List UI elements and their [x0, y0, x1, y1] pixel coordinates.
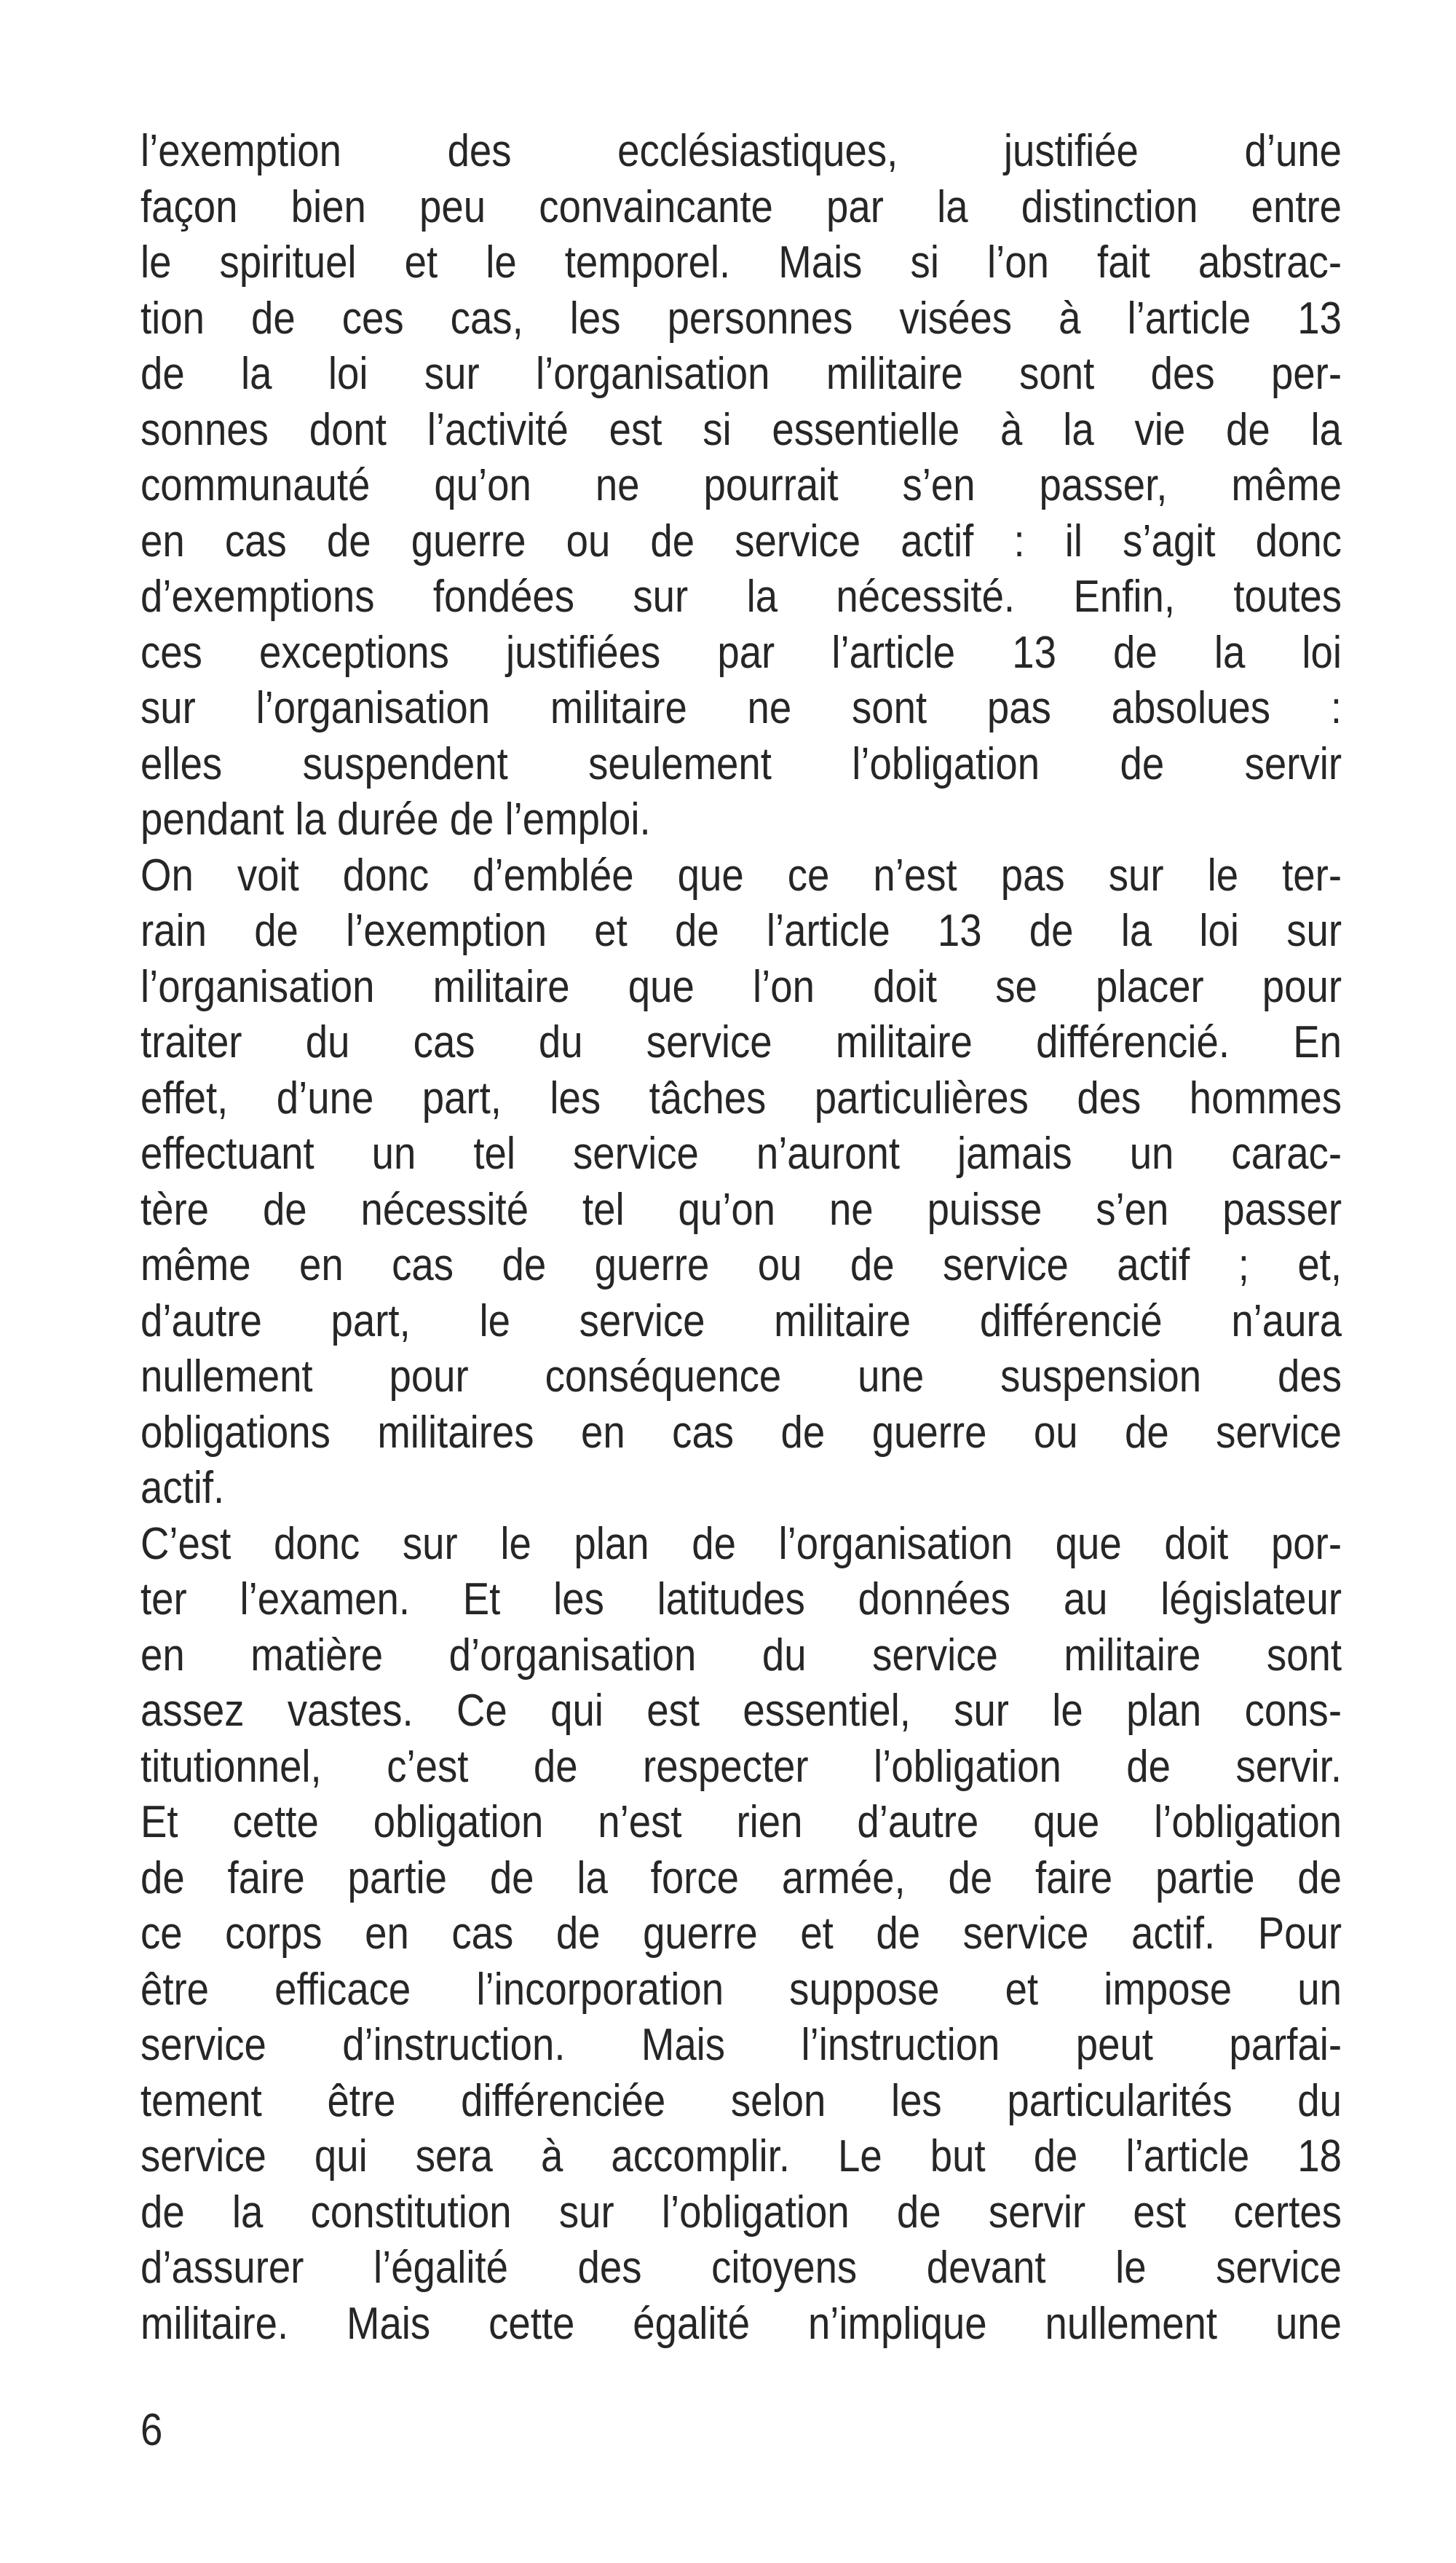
text-line: le spirituel et le temporel. Mais si l’on fait abstrac- [141, 237, 1342, 288]
text-line: l’organisation militaire que l’on doit se placer pour [141, 961, 1342, 1012]
paragraph-1 [141, 124, 1342, 848]
paragraph-3 [141, 1517, 1342, 2353]
text-line: effet, d’une part, les tâches particulières des hommes [141, 1073, 1342, 1123]
body-text [141, 124, 1342, 2352]
text-line: actif. [141, 1463, 225, 1513]
text-line: ce corps en cas de guerre et de service actif. Pour [141, 1908, 1342, 1959]
text-line: nullement pour conséquence une suspension des [141, 1351, 1342, 1402]
text-line: C’est donc sur le plan de l’organisation que doit por- [141, 1518, 1342, 1569]
text-line: sur l’organisation militaire ne sont pas absolues : [141, 683, 1342, 733]
text-line: obligations militaires en cas de guerre ou de service [141, 1407, 1342, 1458]
text-line: rain de l’exemption et de l’article 13 de la loi sur [141, 906, 1342, 956]
text-line: tère de nécessité tel qu’on ne puisse s’en passer [141, 1184, 1342, 1235]
text-line: d’exemptions fondées sur la nécessité. Enfin, toutes [141, 572, 1342, 622]
text-line: elles suspendent seulement l’obligation de servir [141, 738, 1342, 789]
text-line: ces exceptions justifiées par l’article 13 de la loi [141, 627, 1342, 678]
text-line: tement être différenciée selon les particularités du [141, 2075, 1342, 2126]
text-line: ter l’examen. Et les latitudes données au législateur [141, 1574, 1342, 1624]
paragraph-2 [141, 848, 1342, 1517]
text-line: sonnes dont l’activité est si essentielle à la vie de la [141, 404, 1342, 455]
text-line: en matière d’organisation du service militaire sont [141, 1630, 1342, 1681]
text-line: titutionnel, c’est de respecter l’obligation de servir. [141, 1741, 1342, 1792]
text-line: service d’instruction. Mais l’instruction peut parfai- [141, 2020, 1342, 2070]
text-line: tion de ces cas, les personnes visées à l’article 13 [141, 293, 1342, 344]
text-line: effectuant un tel service n’auront jamais un carac- [141, 1129, 1342, 1179]
text-line: l’exemption des ecclésiastiques, justifiée d’une [141, 126, 1342, 176]
text-line: en cas de guerre ou de service actif : il s’agit donc [141, 516, 1342, 566]
text-line: de faire partie de la force armée, de faire partie de [141, 1852, 1342, 1903]
text-line: de la constitution sur l’obligation de servir est certes [141, 2187, 1342, 2238]
text-line: service qui sera à accomplir. Le but de l’article 18 [141, 2131, 1342, 2181]
text-line: Et cette obligation n’est rien d’autre que l’obligation [141, 1797, 1342, 1847]
text-line: militaire. Mais cette égalité n’implique nullement une [141, 2298, 1342, 2349]
text-line: communauté qu’on ne pourrait s’en passer, même [141, 460, 1342, 510]
text-line: d’assurer l’égalité des citoyens devant le service [141, 2243, 1342, 2293]
text-line: façon bien peu convaincante par la distinction entre [141, 181, 1342, 232]
text-line: même en cas de guerre ou de service actif ; et, [141, 1240, 1342, 1290]
text-line: pendant la durée de l’emploi. [141, 794, 651, 845]
text-line: On voit donc d’emblée que ce n’est pas sur le ter- [141, 850, 1342, 901]
text-line: assez vastes. Ce qui est essentiel, sur le plan cons- [141, 1686, 1342, 1736]
text-line: être efficace l’incorporation suppose et impose un [141, 1964, 1342, 2015]
text-line: traiter du cas du service militaire différencié. En [141, 1017, 1342, 1067]
text-line: de la loi sur l’organisation militaire sont des per- [141, 349, 1342, 399]
text-line: d’autre part, le service militaire différencié n’aura [141, 1295, 1342, 1346]
page-number: 6 [141, 2405, 163, 2455]
